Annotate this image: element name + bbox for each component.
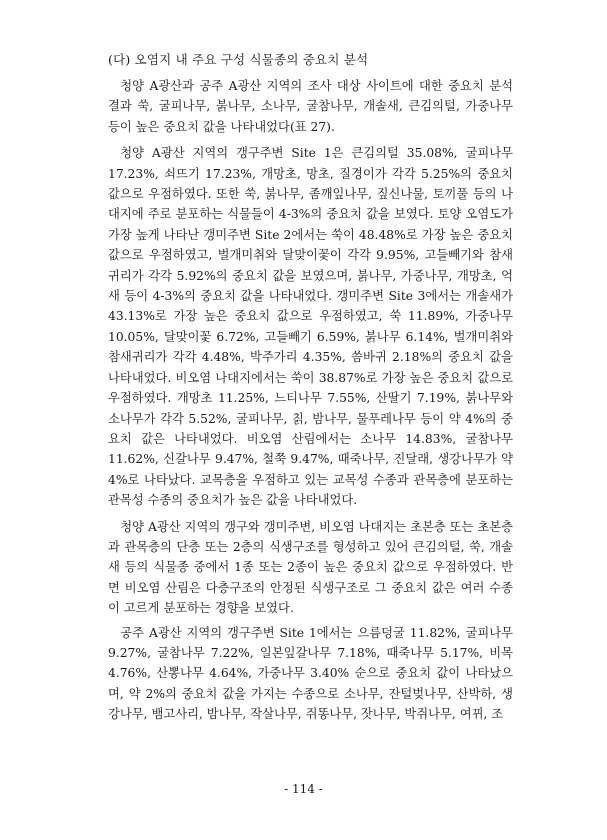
section-heading: (다) 오염지 내 주요 구성 식물종의 중요치 분석 <box>108 52 369 67</box>
paragraph-2: 청양 A광산 지역의 갱구주변 Site 1은 큰김의털 35.08%, 굴피나무 17.23%, 쇠뜨기 17.23%, 개망초, 망초, 질경이가 각각 5.25%의 중요치 값으로 우점하였다. 또한 쑥, 붉나무, 좀깨잎나무, 짚신나물, 토끼풀 등의 나대지에 주로 분포하는 식물들이 4-3%의 중요치 값을 보였다. 토양 오염도가 가장 높게 나타난 갱미주변 Site 2에서는 쑥이 48.48%로 가장 높은 중요치 값으로 우점하였고, 벌개미취와 달맞이꽃이 각각 9.95%, 고들빼기와 참새귀리가 각각 5.92%의 중요치 값을 보였으며, 붉나무, 가중나무, 개망초, 억새 등이 4-3%의 중요치 값을 나타내었다. 갱미주변 Site 3에서는 개솔새가 43.13%로 가장 높은 중요치 값으로 우점하였고, 쑥 11.89%, 가중나무 10.05%, 달맞이꽃 6.72%, 고들빼기 6.59%, 붉나무 6.14%, 벌개미취와 참새귀리가 각각 4.48%, 박주가리 4.35%, 씀바귀 2.18%의 중요치 값을 나타내었다. 비오염 나대지에서는 쑥이 38.87%로 가장 높은 중요치 값으로 우점하였다. 개망초 11.25%, 느티나무 7.55%, 산딸기 7.19%, 붉나무와 소나무가 각각 5.52%, 굴피나무, 칡, 밤나무, 물푸레나무 등이 약 4%의 중요치 값은 나타내었다. 비오염 산림에서는 소나무 14.83%, 굴참나무 11.62%, 신갈나무 9.47%, 철쭉 9.47%, 때죽나무, 진달래, 생강나무가 약 4%로 나타났다. 교목층을 우점하고 있는 교목성 수종과 관목층에 분포하는 관목성 수종의 중요치가 높은 값을 나타내었다. <box>108 146 513 508</box>
paragraph-3: 청양 A광산 지역의 갱구와 갱미주변, 비오염 나대지는 초본층 또는 초본층과 관목층의 단층 또는 2층의 식생구조를 형성하고 있어 큰김의털, 쑥, 개솔새 등의 식물종 중에서 1종 또는 2종이 높은 중요치 값으로 우점하였다. 반면 비오염 산림은 다층구조의 안정된 식생구조로 그 중요치 값은 여러 수종이 고르게 분포하는 경향을 보였다. <box>108 519 513 616</box>
page-number: - 114 - <box>284 782 323 796</box>
paragraph-4: 공주 A광산 지역의 갱구주변 Site 1에서는 으름덩굴 11.82%, 굴피나무 9.27%, 굴참나무 7.22%, 일본잎갈나무 7.18%, 때죽나무 5.17%, 비목 4.76%, 산뽕나무 4.64%, 가중나무 3.40% 순으로 중요치 값이 나타났으며, 약 2%의 중요치 값을 가지는 수종으로 소나무, 잔털벚나무, 산박하, 생강나무, 뱀고사리, 밤나무, 작살나무, 쥐똥나무, 잣나무, 박쥐나무, 여뀌, 조 <box>108 625 513 722</box>
body-text <box>108 76 513 725</box>
paragraph-1: 청양 A광산과 공주 A광산 지역의 조사 대상 사이트에 대한 중요치 분석 결과 쑥, 굴피나무, 붉나무, 소나무, 굴참나무, 개솔새, 큰김의털, 가중나무 등이 높은 중요치 값을 나타내었다(표 27). <box>108 79 513 134</box>
